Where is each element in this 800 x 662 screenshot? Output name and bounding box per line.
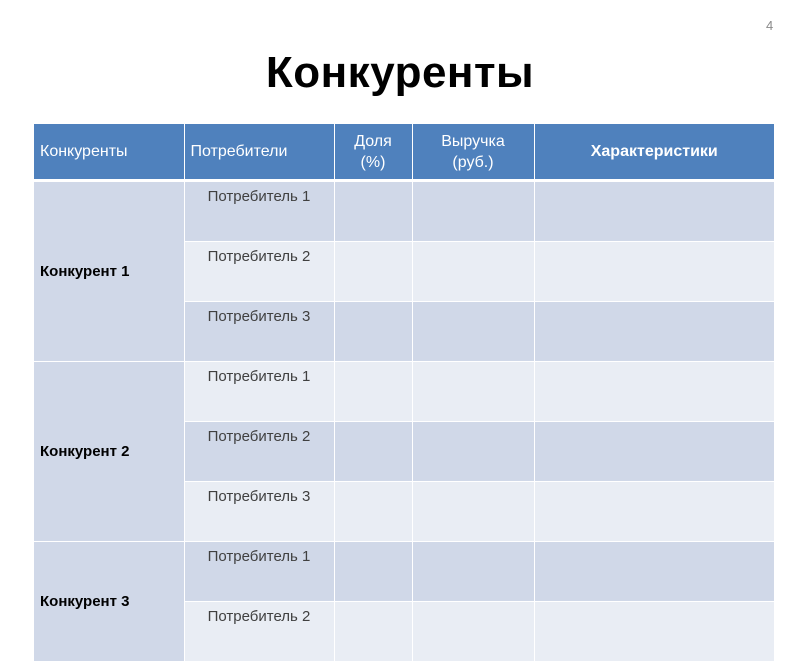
consumer-cell: Потребитель 1 xyxy=(184,542,334,602)
consumer-cell: Потребитель 3 xyxy=(184,482,334,542)
consumer-cell: Потребитель 2 xyxy=(184,422,334,482)
characteristics-cell xyxy=(534,181,774,242)
header-competitors: Конкуренты xyxy=(34,124,184,181)
share-cell xyxy=(334,181,412,242)
revenue-cell xyxy=(412,422,534,482)
consumer-cell: Потребитель 1 xyxy=(184,362,334,422)
share-cell xyxy=(334,482,412,542)
revenue-cell xyxy=(412,302,534,362)
table-row xyxy=(34,362,774,422)
revenue-cell xyxy=(412,181,534,242)
table-header-row xyxy=(34,124,774,181)
header-share: Доля (%) xyxy=(334,124,412,181)
consumer-cell: Потребитель 1 xyxy=(184,181,334,242)
characteristics-cell xyxy=(534,362,774,422)
consumer-cell: Потребитель 3 xyxy=(184,302,334,362)
header-characteristics: Характеристики xyxy=(534,124,774,181)
page-number: 4 xyxy=(766,18,774,33)
characteristics-cell xyxy=(534,422,774,482)
table-row xyxy=(34,542,774,602)
revenue-cell xyxy=(412,362,534,422)
share-cell xyxy=(334,362,412,422)
consumer-cell: Потребитель 2 xyxy=(184,242,334,302)
competitor-cell: Конкурент 1 xyxy=(34,181,184,362)
share-cell xyxy=(334,602,412,662)
slide-title: Конкуренты xyxy=(265,48,535,97)
competitors-table xyxy=(34,124,774,662)
share-cell xyxy=(334,422,412,482)
characteristics-cell xyxy=(534,242,774,302)
consumer-cell: Потребитель 2 xyxy=(184,602,334,662)
share-cell xyxy=(334,242,412,302)
share-cell xyxy=(334,302,412,362)
competitor-cell: Конкурент 3 xyxy=(34,542,184,662)
characteristics-cell xyxy=(534,302,774,362)
characteristics-cell xyxy=(534,482,774,542)
table-row xyxy=(34,181,774,242)
competitors-table-container xyxy=(34,124,774,625)
revenue-cell xyxy=(412,542,534,602)
revenue-cell xyxy=(412,242,534,302)
characteristics-cell xyxy=(534,602,774,662)
header-consumers: Потребители xyxy=(184,124,334,181)
revenue-cell xyxy=(412,602,534,662)
header-revenue: Выручка (руб.) xyxy=(412,124,534,181)
revenue-cell xyxy=(412,482,534,542)
characteristics-cell xyxy=(534,542,774,602)
competitor-cell: Конкурент 2 xyxy=(34,362,184,542)
share-cell xyxy=(334,542,412,602)
